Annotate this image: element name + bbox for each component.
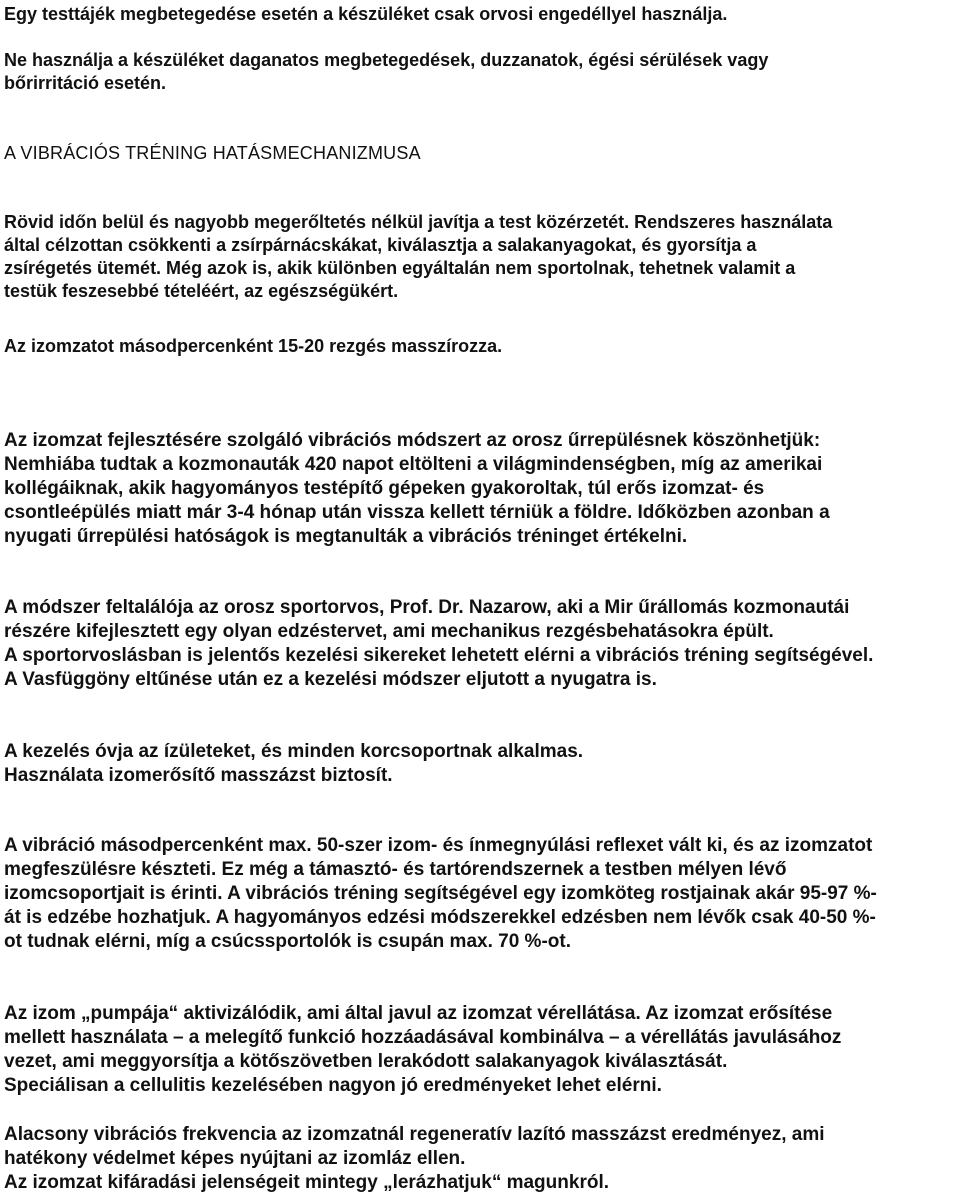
text-line: Ne használja a készüléket daganatos megbetegedések, duzzanatok, égési sérülések vagy <box>4 50 769 70</box>
text-line: Az izomzat fejlesztésére szolgáló vibrációs módszert az orosz űrrepülésnek köszönhetjük: <box>4 430 821 451</box>
text-line: nyugati űrrepülési hatóságok is megtanulták a vibrációs tréninget értékelni. <box>4 526 688 547</box>
text-line: által célzottan csökkenti a zsírpárnácskákat, kiválasztja a salakanyagokat, és gyorsítja a <box>4 235 757 255</box>
text-line: A módszer feltalálója az orosz sportorvos, Prof. Dr. Nazarow, aki a Mir űrállomás kozmonautái <box>4 597 850 618</box>
text-line: részére kifejlesztett egy olyan edzéstervet, ami mechanikus rezgésbehatásokra épült. <box>4 621 774 642</box>
text-line: át is edzébe hozhatjuk. A hagyományos edzési módszerekkel edzésben nem lévők csak 40-50 %- <box>4 907 876 928</box>
paragraph-reflex <box>4 834 956 954</box>
paragraph-joints <box>4 740 956 788</box>
paragraph-intro <box>4 211 956 303</box>
section-heading <box>4 142 956 165</box>
text-line: vezet, ami meggyorsítja a kötőszövetben lerakódott salakanyagok kiválasztását. <box>4 1051 728 1072</box>
text-line: bőrirritáció esetén. <box>4 73 167 93</box>
text-line: Rövid időn belül és nagyobb megerőltetés nélkül javítja a test közérzetét. Rendszeres használata <box>4 212 833 232</box>
heading-text: A VIBRÁCIÓS TRÉNING HATÁSMECHANIZMUSA <box>4 143 421 163</box>
paragraph-history <box>4 429 956 549</box>
text-line: Az izom „pumpája“ aktivizálódik, ami által javul az izomzat vérellátása. Az izomzat erősítése <box>4 1003 833 1024</box>
document-page <box>4 0 956 1196</box>
text-line: A sportorvoslásban is jelentős kezelési sikereket lehetett elérni a vibrációs tréning segítségével. <box>4 645 874 666</box>
text-line: kollégáiknak, akik hagyományos testépítő gépeken gyakoroltak, túl erős izomzat- és <box>4 478 765 499</box>
text-line: megfeszülésre készteti. Ez még a támasztó- és tartórendszernek a testben mélyen lévő <box>4 859 787 880</box>
text-line: A vibráció másodpercenként max. 50-szer izom- és ínmegnyúlási reflexet vált ki, és az izomzatot <box>4 835 873 856</box>
paragraph-relax <box>4 1123 956 1195</box>
text-line: csontleépülés miatt már 3-4 hónap után vissza kellett térniük a földre. Időközben azonban a <box>4 502 830 523</box>
text-line: mellett használata – a melegítő funkció hozzáadásával kombinálva – a vérellátás javulásához <box>4 1027 842 1048</box>
text-line: ot tudnak elérni, míg a csúcssportolók is csupán max. 70 %-ot. <box>4 931 571 952</box>
text-line: A Vasfüggöny eltűnése után ez a kezelési módszer eljutott a nyugatra is. <box>4 669 657 690</box>
paragraph-warning-2 <box>4 49 956 95</box>
text-line: Az izomzatot másodpercenként 15-20 rezgés masszírozza. <box>4 336 503 356</box>
paragraph-inventor <box>4 596 956 692</box>
text-line: testük feszesebbé tételéért, az egészségükért. <box>4 281 399 301</box>
text-line: Alacsony vibrációs frekvencia az izomzatnál regeneratív lazító masszázst eredményez, ami <box>4 1124 825 1145</box>
paragraph-warning-1 <box>4 3 956 26</box>
paragraph-pump <box>4 1002 956 1098</box>
text-line: A kezelés óvja az ízületeket, és minden korcsoportnak alkalmas. <box>4 741 584 762</box>
text-line: Használata izomerősítő masszázst biztosít. <box>4 765 393 786</box>
text-line: Nemhiába tudtak a kozmonauták 420 napot eltölteni a világmindenségben, míg az amerikai <box>4 454 823 475</box>
text-line: Az izomzat kifáradási jelenségeit mintegy „lerázhatjuk“ magunkról. <box>4 1172 610 1193</box>
text-line: Egy testtájék megbetegedése esetén a készüléket csak orvosi engedéllyel használja. <box>4 4 728 24</box>
text-line: Speciálisan a cellulitis kezelésében nagyon jó eredményeket lehet elérni. <box>4 1075 662 1096</box>
text-line: zsírégetés ütemét. Még azok is, akik különben egyáltalán nem sportolnak, tehetnek valamit a <box>4 258 796 278</box>
text-line: hatékony védelmet képes nyújtani az izomláz ellen. <box>4 1148 466 1169</box>
paragraph-frequency <box>4 335 956 358</box>
text-line: izomcsoportjait is érinti. A vibrációs tréning segítségével egy izomköteg rostjainak akár 95-97 %- <box>4 883 877 904</box>
